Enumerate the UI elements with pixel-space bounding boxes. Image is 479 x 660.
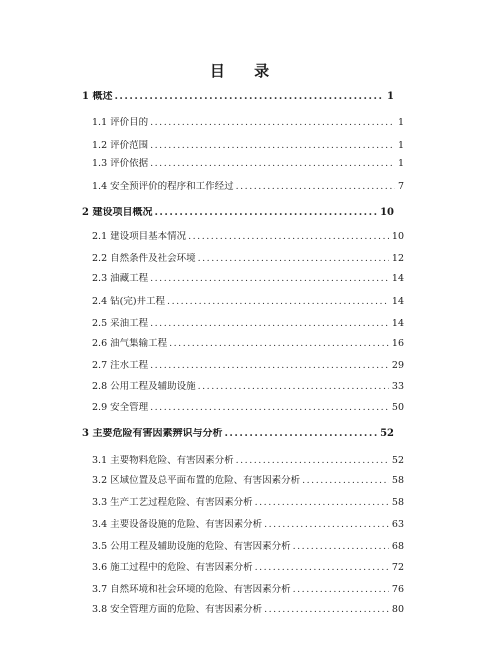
toc-page-number: 7 xyxy=(397,181,404,192)
toc-section-entry[interactable] xyxy=(82,231,404,243)
toc-dot-leader xyxy=(150,117,395,129)
toc-section-entry[interactable] xyxy=(82,253,404,265)
toc-section-entry[interactable] xyxy=(82,519,404,531)
toc-chapter-entry[interactable] xyxy=(82,207,394,219)
toc-page-number: 14 xyxy=(391,273,404,284)
toc-section-entry[interactable] xyxy=(82,475,404,487)
toc-page-number: 58 xyxy=(391,497,404,508)
toc-entry-label: 3.8 安全管理方面的危险、有害因素分析 xyxy=(92,604,263,615)
toc-dot-leader xyxy=(150,140,395,152)
toc-entry-label: 3.6 施工过程中的危险、有害因素分析 xyxy=(92,562,253,573)
toc-entry-label: 1.1 评价目的 xyxy=(92,117,149,128)
toc-dot-leader xyxy=(150,318,389,330)
toc-dot-leader xyxy=(150,360,389,372)
toc-dot-leader xyxy=(188,231,389,243)
toc-section-entry[interactable] xyxy=(82,455,404,467)
toc-page-number: 80 xyxy=(391,604,404,615)
toc-dot-leader xyxy=(154,207,377,219)
toc-page-number: 72 xyxy=(391,562,404,573)
toc-entry-label: 2.1 建设项目基本情况 xyxy=(92,231,187,242)
toc-entry-label: 3 主要危险有害因素辨识与分析 xyxy=(82,428,223,439)
toc-dot-leader xyxy=(293,584,389,596)
toc-section-entry[interactable] xyxy=(82,158,404,170)
toc-section-entry[interactable] xyxy=(82,381,404,393)
toc-entry-label: 2.4 钻(完)井工程 xyxy=(92,296,166,307)
toc-section-entry[interactable] xyxy=(82,318,404,330)
toc-page-number: 1 xyxy=(397,140,404,151)
toc-page-number: 50 xyxy=(391,402,404,413)
toc-page-number: 14 xyxy=(391,296,404,307)
toc-entry-label: 3.4 主要设备设施的危险、有害因素分析 xyxy=(92,519,263,530)
toc-dot-leader xyxy=(264,519,389,531)
toc-page-number: 29 xyxy=(391,360,404,371)
toc-entry-label: 2 建设项目概况 xyxy=(82,207,153,218)
toc-entry-label: 1 概述 xyxy=(82,91,113,102)
toc-dot-leader xyxy=(169,338,389,350)
toc-page-number: 10 xyxy=(380,207,394,218)
toc-page-number: 16 xyxy=(391,338,404,349)
toc-entry-label: 2.3 油藏工程 xyxy=(92,273,149,284)
toc-section-entry[interactable] xyxy=(82,497,404,509)
toc-section-entry[interactable] xyxy=(82,181,404,193)
toc-entry-label: 2.9 安全管理 xyxy=(92,402,149,413)
toc-dot-leader xyxy=(236,181,395,193)
toc-page-number: 10 xyxy=(391,231,404,242)
toc-dot-leader xyxy=(224,428,377,440)
toc-chapter-entry[interactable] xyxy=(82,428,394,440)
toc-entry-label: 1.3 评价依据 xyxy=(92,158,149,169)
toc-entry-label: 2.5 采油工程 xyxy=(92,318,149,329)
toc-entry-label: 3.1 主要物料危险、有害因素分析 xyxy=(92,455,234,466)
toc-entry-label: 1.2 评价范围 xyxy=(92,140,149,151)
toc-dot-leader xyxy=(150,158,395,170)
toc-page-number: 1 xyxy=(397,117,404,128)
toc-page-number: 14 xyxy=(391,318,404,329)
toc-dot-leader xyxy=(198,381,389,393)
toc-page-number: 52 xyxy=(380,428,394,439)
toc-dot-leader xyxy=(114,91,384,103)
toc-dot-leader xyxy=(167,296,389,308)
toc-dot-leader xyxy=(302,475,389,487)
toc-page-number: 52 xyxy=(391,455,404,466)
toc-section-entry[interactable] xyxy=(82,360,404,372)
toc-entry-label: 3.2 区域位置及总平面布置的危险、有害因素分析 xyxy=(92,475,301,486)
toc-title: 目 录 xyxy=(209,62,282,80)
toc-dot-leader xyxy=(255,497,389,509)
toc-page-number: 1 xyxy=(387,91,394,102)
toc-page-number: 68 xyxy=(391,541,404,552)
toc-section-entry[interactable] xyxy=(82,273,404,285)
toc-dot-leader xyxy=(150,273,389,285)
toc-section-entry[interactable] xyxy=(82,604,404,616)
toc-page-number: 63 xyxy=(391,519,404,530)
toc-dot-leader xyxy=(255,562,389,574)
toc-section-entry[interactable] xyxy=(82,584,404,596)
toc-dot-leader xyxy=(264,604,389,616)
toc-dot-leader xyxy=(293,541,389,553)
toc-section-entry[interactable] xyxy=(82,338,404,350)
toc-entry-label: 2.7 注水工程 xyxy=(92,360,149,371)
toc-entry-label: 1.4 安全预评价的程序和工作经过 xyxy=(92,181,234,192)
toc-page-number: 33 xyxy=(391,381,404,392)
toc-section-entry[interactable] xyxy=(82,296,404,308)
toc-entry-label: 2.2 自然条件及社会环境 xyxy=(92,253,196,264)
toc-entry-label: 3.7 自然环境和社会环境的危险、有害因素分析 xyxy=(92,584,291,595)
toc-section-entry[interactable] xyxy=(82,117,404,129)
toc-dot-leader xyxy=(150,402,389,414)
toc-section-entry[interactable] xyxy=(82,562,404,574)
toc-section-entry[interactable] xyxy=(82,402,404,414)
toc-page-number: 58 xyxy=(391,475,404,486)
toc-entry-label: 2.6 油气集输工程 xyxy=(92,338,168,349)
toc-entry-label: 3.5 公用工程及辅助设施的危险、有害因素分析 xyxy=(92,541,291,552)
toc-dot-leader xyxy=(236,455,389,467)
toc-entry-label: 2.8 公用工程及辅助设施 xyxy=(92,381,196,392)
toc-dot-leader xyxy=(198,253,389,265)
toc-page-number: 1 xyxy=(397,158,404,169)
toc-page-number: 12 xyxy=(391,253,404,264)
toc-entry-label: 3.3 生产工艺过程危险、有害因素分析 xyxy=(92,497,253,508)
toc-chapter-entry[interactable] xyxy=(82,91,394,103)
toc-section-entry[interactable] xyxy=(82,140,404,152)
toc-page-number: 76 xyxy=(391,584,404,595)
toc-section-entry[interactable] xyxy=(82,541,404,553)
